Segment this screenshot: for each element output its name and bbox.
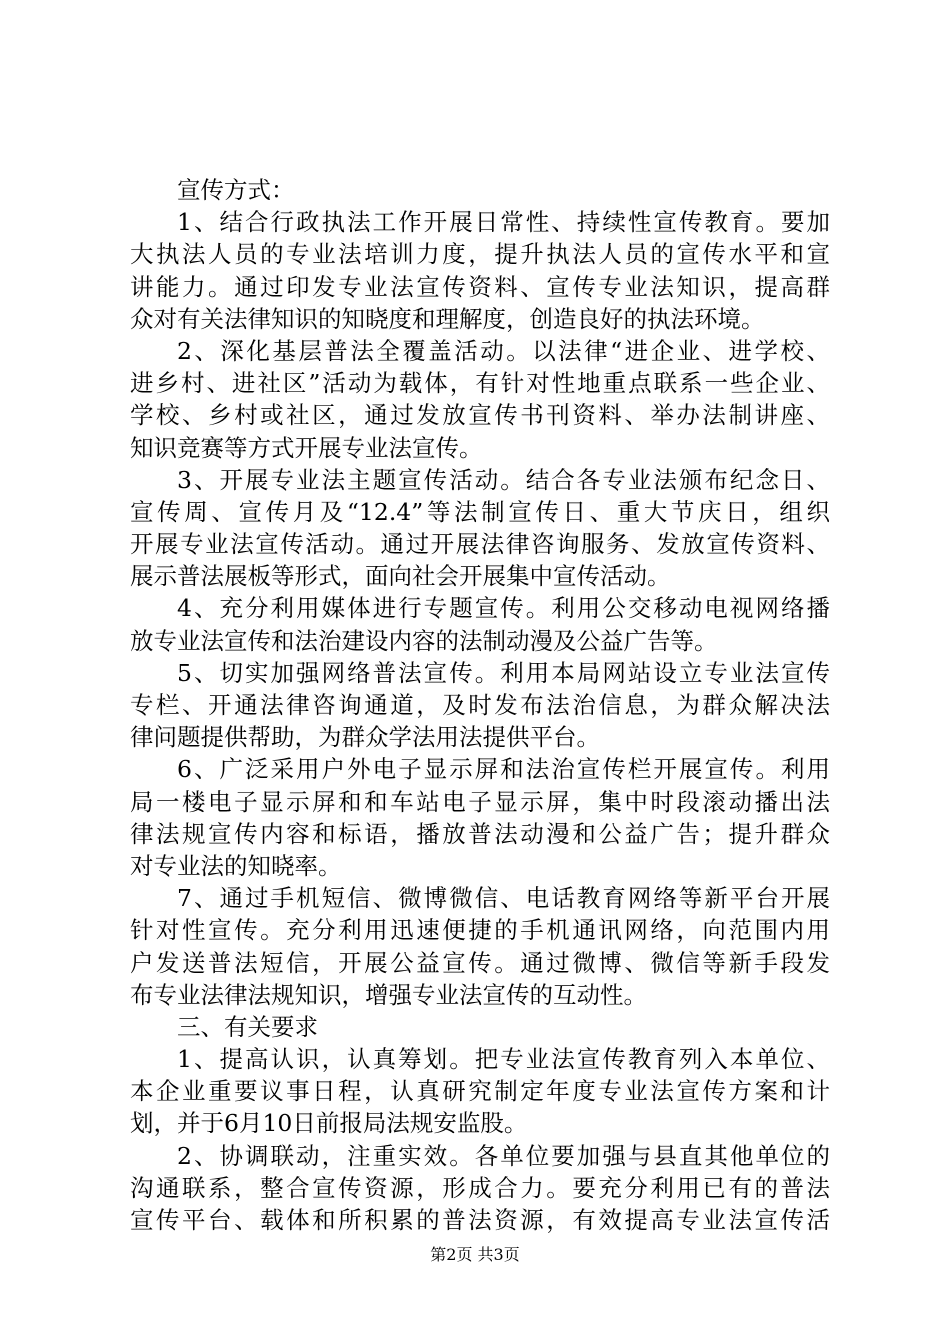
- text-line: 展示普法展板等形式，面向社会开展集中宣传活动。: [130, 562, 671, 591]
- document-body: [130, 174, 830, 1236]
- text-line: 1、结合行政执法工作开展日常性、持续性宣传教育。要加: [177, 208, 830, 237]
- text-line: 1、提高认识，认真筹划。把专业法宣传教育列入本单位、: [177, 1045, 830, 1074]
- text-line: 讲能力。通过印发专业法宣传资料、宣传专业法知识，提高群: [130, 272, 830, 301]
- text-line: 知识竞赛等方式开展专业法宣传。: [130, 433, 483, 462]
- text-line: 专栏、开通法律咨询通道，及时发布法治信息，为群众解决法: [130, 691, 830, 719]
- text-line: 进乡村、进社区”活动为载体，有针对性地重点联系一些企业、: [130, 369, 830, 398]
- text-line: 放专业法宣传和法治建设内容的法制动漫及公益广告等。: [130, 626, 718, 655]
- page-number-label: 第2页 共3页: [430, 1245, 520, 1264]
- text-line: 沟通联系，整合宣传资源，形成合力。要充分利用已有的普法: [130, 1173, 830, 1202]
- text-line: 划，并于6月10日前报局法规安监股。: [130, 1109, 528, 1138]
- text-line: 户发送普法短信，开展公益宣传。通过微博、微信等新手段发: [130, 948, 830, 977]
- text-line: 布专业法律法规知识，增强专业法宣传的互动性。: [130, 980, 647, 1009]
- text-line: 律法规宣传内容和标语，播放普法动漫和公益广告；提升群众: [130, 819, 830, 848]
- text-line: 本企业重要议事日程，认真研究制定年度专业法宣传方案和计: [130, 1077, 830, 1106]
- text-line: 律问题提供帮助，为群众学法用法提供平台。: [130, 723, 600, 752]
- text-line: 6、广泛采用户外电子显示屏和法治宣传栏开展宣传。利用: [177, 755, 830, 784]
- text-line: 开展专业法宣传活动。通过开展法律咨询服务、发放宣传资料、: [130, 530, 830, 559]
- text-line: 7、通过手机短信、微博微信、电话教育网络等新平台开展: [177, 884, 830, 913]
- text-line: 三、有关要求: [177, 1012, 318, 1041]
- text-line: 2、协调联动，注重实效。各单位要加强与县直其他单位的: [177, 1141, 830, 1170]
- text-line: 4、充分利用媒体进行专题宣传。利用公交移动电视网络播: [177, 594, 830, 623]
- text-line: 学校、乡村或社区，通过发放宣传书刊资料、举办法制讲座、: [130, 401, 830, 430]
- text-line: 宣传周、宣传月及“12.4”等法制宣传日、重大节庆日，组织: [130, 497, 830, 526]
- text-line: 宣传平台、载体和所积累的普法资源，有效提高专业法宣传活: [130, 1206, 830, 1234]
- text-line: 宣传方式：: [177, 176, 295, 204]
- text-line: 大执法人员的专业法培训力度，提升执法人员的宣传水平和宣: [130, 240, 830, 269]
- text-line: 针对性宣传。充分利用迅速便捷的手机通讯网络，向范围内用: [130, 916, 830, 945]
- page-footer: [0, 1245, 950, 1265]
- text-line: 对专业法的知晓率。: [130, 851, 342, 880]
- text-line: 众对有关法律知识的知晓度和理解度，创造良好的执法环境。: [130, 304, 765, 333]
- text-line: 局一楼电子显示屏和和车站电子显示屏，集中时段滚动播出法: [130, 787, 830, 816]
- text-line: 3、开展专业法主题宣传活动。结合各专业法颁布纪念日、: [177, 465, 830, 494]
- text-line: 2、深化基层普法全覆盖活动。以法律“进企业、进学校、: [177, 336, 830, 365]
- text-line: 5、切实加强网络普法宣传。利用本局网站设立专业法宣传: [177, 658, 830, 687]
